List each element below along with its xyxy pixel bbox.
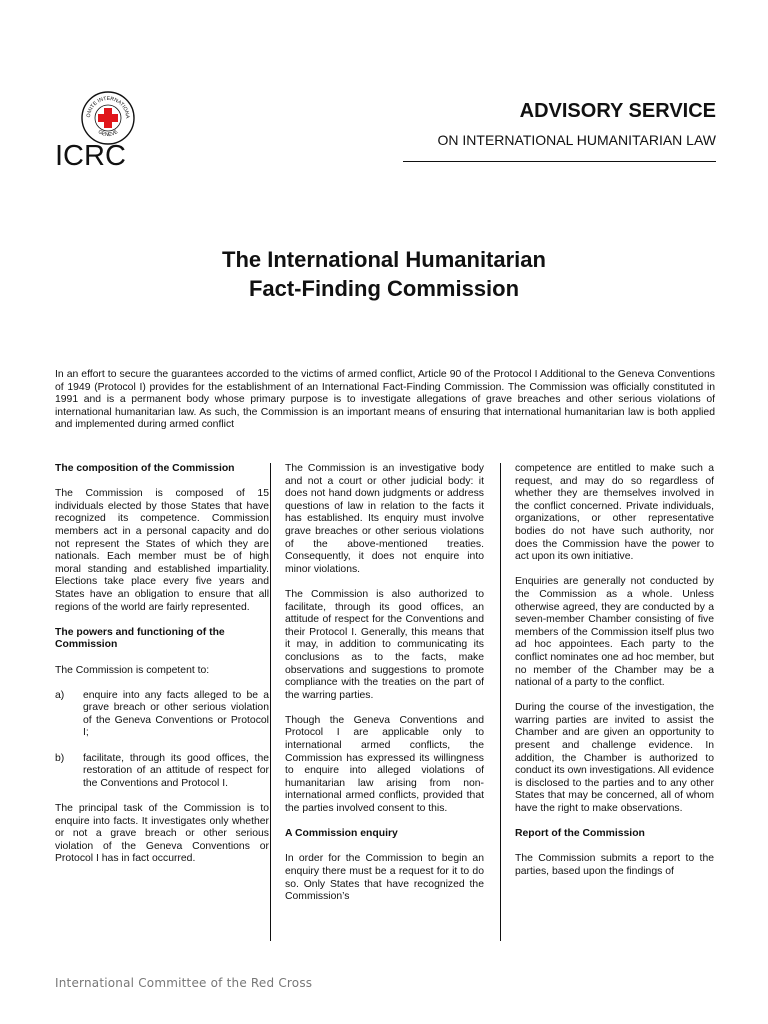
section-heading-composition: The composition of the Commission [55, 463, 235, 474]
document-title-line-2: Fact-Finding Commission [248, 276, 520, 301]
list-marker-b: b) [55, 752, 65, 764]
column-divider-2 [500, 463, 501, 941]
column-divider-1 [270, 463, 271, 941]
investigation-course-paragraph: During the course of the investigation, the warring parties are invited to assist the Chamber and are given an opportunity to present and challenge evidence. In addition, the Chamber is authorized to conduct its own investigations. All evidence is disclosed to the parties and to any other States that may be concerned, all of whom have the right to make observations. [515, 702, 714, 815]
emblem-top-text: OMITE INTERNATIONA [85, 95, 131, 119]
enquiry-paragraph: In order for the Commission to begin an enquiry there must be a request for it to do so. Only States that have recognized the Commission’s [285, 853, 484, 903]
chamber-paragraph: Enquiries are generally not conducted by the Commission as a whole. Unless otherwise agreed, they are conducted by a seven-member Chamber consisting of five members of the Commission itself plus two ad hoc appointees. Each party to the conflict nominates one ad hoc member, but no member of the Chamber may be a national of a party to the conflict. [515, 576, 714, 689]
list-text-b: facilitate, through its good offices, the restoration of an attitude of respect for the Conventions and Protocol I. [83, 752, 269, 789]
column-3 [515, 463, 714, 891]
red-cross-horizontal [98, 114, 118, 122]
report-paragraph: The Commission submits a report to the parties, based upon the findings of [515, 853, 714, 877]
icrc-emblem-logo [80, 90, 136, 146]
advisory-service-subtitle: ON INTERNATIONAL HUMANITARIAN LAW [437, 132, 716, 148]
advisory-service-title: ADVISORY SERVICE [519, 100, 716, 122]
section-heading-enquiry: A Commission enquiry [285, 828, 398, 840]
column-2 [285, 463, 484, 916]
document-title [0, 245, 768, 303]
list-item-b [55, 753, 269, 791]
competence-paragraph: competence are entitled to make such a request, and may do so regardless of whether they are themselves involved in the conflict concerned. Private individuals, organizations, or other representative bodies do not have such authority, nor does the Commission have the power to act upon its own initiative. [515, 463, 714, 563]
column-1 [55, 463, 269, 879]
list-text-a: enquire into any facts alleged to be a grave breach or other serious violation of the Geneva Conventions or Protocol I; [83, 689, 269, 739]
list-item-a [55, 690, 269, 740]
list-marker-a: a) [55, 689, 65, 701]
intro-paragraph: In an effort to secure the guarantees accorded to the victims of armed conflict, Article 90 of the Protocol I Additional to the Geneva Conventions of 1949 (Protocol I) provides for the establishment of an International Fact-Finding Commission. The Commission was officially constituted in 1991 and is a permanent body whose primary purpose is to investigate allegations of grave breaches and other serious violations of international humanitarian law. As such, the Commission is an important means of ensuring that international humanitarian law is both applied and implemented during armed conflict [55, 369, 715, 431]
icrc-logo-text: ICRC [55, 140, 126, 172]
composition-paragraph: The Commission is composed of 15 individuals elected by those States that have recognized its competence. Commission members act in a personal capacity and do not represent the States of which they are nationals. Each member must be of high moral standing and established impartiality. Elections take place every five years and States have an obligation to ensure that all regions of the world are fairly represented. [55, 488, 269, 613]
applicability-paragraph: Though the Geneva Conventions and Protocol I are applicable only to international armed conflicts, the Commission has expressed its willingness to enquire into alleged violations of humanitarian law arising from non-international armed conflicts, provided that the parties involved consent to this. [285, 714, 484, 815]
section-heading-report: Report of the Commission [515, 828, 645, 840]
document-title-line-1: The International Humanitarian [222, 247, 546, 272]
emblem-bottom-text: GENEVE [96, 129, 120, 139]
footer-organization: International Committee of the Red Cross [55, 976, 313, 990]
header-divider [403, 161, 716, 162]
competent-to-paragraph: The Commission is competent to: [55, 664, 210, 676]
investigative-body-paragraph: The Commission is an investigative body and not a court or other judicial body: it does not hand down judgments or address questions of law in relation to the facts it has established. Its enquiry must involve grave breaches or other serious violations of the above-mentioned treaties. Consequently, it does not enquire into minor violations. [285, 463, 484, 575]
section-heading-powers: The powers and functioning of the Commission [55, 626, 225, 651]
good-offices-paragraph: The Commission is also authorized to facilitate, through its good offices, an attitude of respect for the Conventions and their Protocol I. Generally, this means that it may, in addition to communicating its conclusions as to the facts, make observations and suggestions to promote compliance with the treaties on the part of the warring parties. [285, 588, 484, 701]
principal-task-paragraph: The principal task of the Commission is to enquire into facts. It investigates only whether or not a grave breach or other serious violation of the Geneva Conventions or Protocol I has in fact occurred. [55, 803, 269, 865]
